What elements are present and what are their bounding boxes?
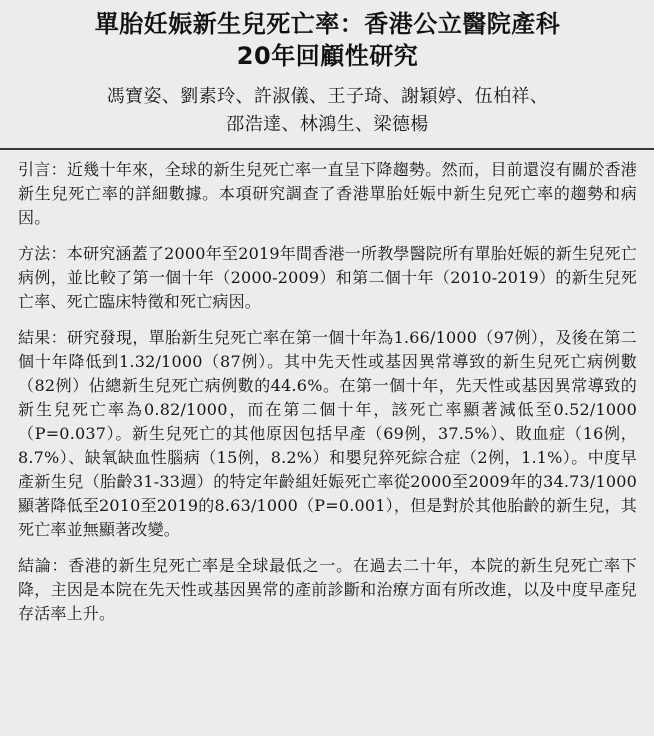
article-title: [18, 8, 637, 72]
section-results: [18, 326, 637, 542]
section-conclusion: [18, 554, 637, 626]
title-line-1: 單胎妊娠新生兒死亡率：香港公立醫院產科: [94, 10, 561, 38]
authors-line-1: 馮寶姿、劉素玲、許淑儀、王子琦、謝穎婷、伍柏祥、: [106, 86, 549, 107]
section-text-introduction: 近幾十年來，全球的新生兒死亡率一直呈下降趨勢。然而，目前還沒有關於香港新生兒死亡率的詳細數據。本項研究調查了香港單胎妊娠中新生兒死亡率的趨勢和病因。: [18, 160, 637, 227]
section-label-introduction: 引言：: [18, 160, 67, 179]
section-introduction: [18, 158, 637, 230]
section-text-results: 研究發現，單胎新生兒死亡率在第一個十年為1.66/1000（97例），及後在第二個十年降低到1.32/1000（87例）。其中先天性或基因異常導致的新生兒死亡病例數（82例）佔總新生兒死亡病例數的44.6%。在第一個十年，先天性或基因異常導致的新生兒死亡率為0.82/1000，而在第二個十年，該死亡率顯著減低至0.52/1000（P=0.037）。新生兒死亡的其他原因包括早產（69例，37.5%）、敗血症（16例，8.7%）、缺氧缺血性腦病（15例，8.2%）和嬰兒猝死綜合症（2例，1.1%）。中度早產新生兒（胎齡31-33週）的特定年齡組妊娠死亡率從2000至2009年的34.73/1000顯著降低至2010至2019的8.63/1000（P=0.001），但是對於其他胎齡的新生兒，其死亡率並無顯著改變。: [18, 328, 637, 539]
section-text-methods: 本研究涵蓋了2000年至2019年間香港一所教學醫院所有單胎妊娠的新生兒死亡病例，並比較了第一個十年（2000-2009）和第二個十年（2010-2019）的新生兒死亡率、死亡臨床特徵和死亡病因。: [18, 244, 637, 311]
section-label-results: 結果：: [18, 328, 67, 347]
section-label-conclusion: 結論：: [18, 556, 69, 575]
section-label-methods: 方法：: [18, 244, 67, 263]
header-divider: [0, 148, 654, 150]
section-methods: [18, 242, 637, 314]
author-list: [18, 83, 637, 139]
section-text-conclusion: 香港的新生兒死亡率是全球最低之一。在過去二十年，本院的新生兒死亡率下降，主因是本院在先天性或基因異常的產前診斷和治療方面有所改進，以及中度早產兒存活率上升。: [18, 556, 637, 623]
authors-line-2: 邵浩達、林鴻生、梁德楊: [226, 114, 429, 135]
title-line-2: 20年回顧性研究: [236, 42, 419, 70]
